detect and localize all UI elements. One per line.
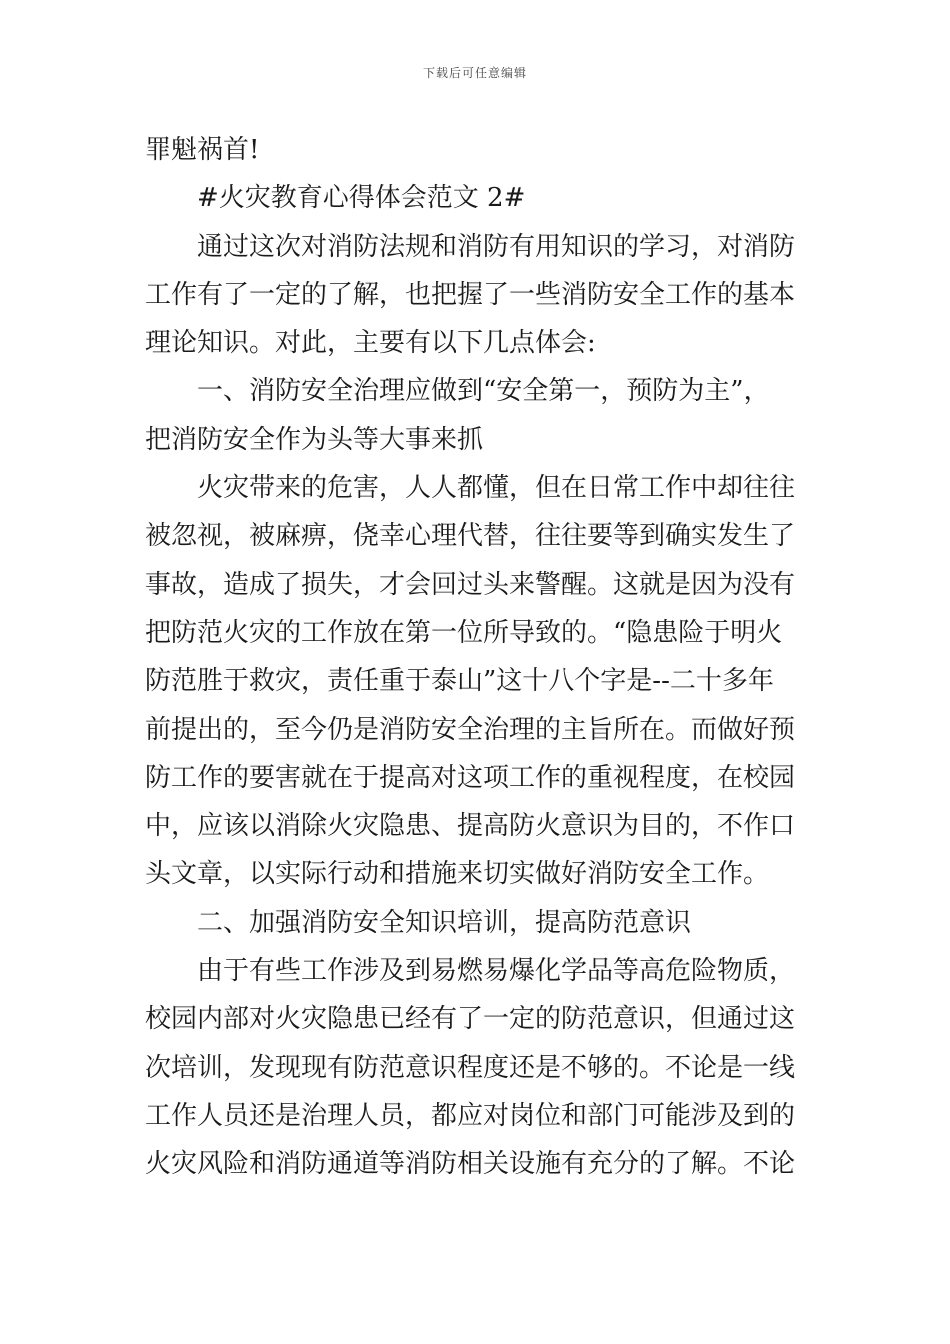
text-line: 次培训，发现现有防范意识程度还是不够的。不论是一线 [145,1052,796,1083]
text-line: 把防范火灾的工作放在第一位所导致的。“隐患险于明火 [145,617,783,648]
document-body [145,126,810,1189]
text-line: 火灾带来的危害，人人都懂，但在日常工作中却往往 [197,473,796,504]
text-line: 中，应该以消除火灾隐患、提高防火意识为目的，不作口 [145,811,796,842]
heading-line: 一、消防安全治理应做到“安全第一，预防为主”， [197,376,770,407]
heading-line: 把消防安全作为头等大事来抓 [145,424,484,455]
text-line: 工作有了一定的了解，也把握了一些消防安全工作的基本 [145,279,796,310]
section-title: #火灾教育心得体会范文 2# [197,183,526,214]
page-header: 下载后可任意编辑 [422,66,527,80]
text-line: 防工作的要害就在于提高对这项工作的重视程度，在校园 [145,762,796,793]
text-line: 前提出的，至今仍是消防安全治理的主旨所在。而做好预 [145,714,796,745]
text-line: 通过这次对消防法规和消防有用知识的学习，对消防 [197,231,796,262]
text-line: 火灾风险和消防通道等消防相关设施有充分的了解。不论 [145,1149,796,1180]
text-line: 罪魁祸首! [145,135,260,165]
text-line: 事故，造成了损失，才会回过头来警醒。这就是因为没有 [145,569,796,600]
text-line: 由于有些工作涉及到易燃易爆化学品等高危险物质， [197,956,796,987]
heading-line: 二、加强消防安全知识培训，提高防范意识 [197,907,692,938]
text-line: 被忽视，被麻痹，侥幸心理代替，往往要等到确实发生了 [145,521,796,552]
text-line: 头文章，以实际行动和措施来切实做好消防安全工作。 [145,859,770,890]
text-line: 校园内部对火灾隐患已经有了一定的防范意识，但通过这 [145,1004,796,1035]
text-line: 理论知识。对此，主要有以下几点体会: [145,328,596,359]
text-line: 防范胜于救灾，责任重于泰山”这十八个字是--二十多年 [145,666,774,697]
text-line: 工作人员还是治理人员，都应对岗位和部门可能涉及到的 [145,1100,796,1131]
